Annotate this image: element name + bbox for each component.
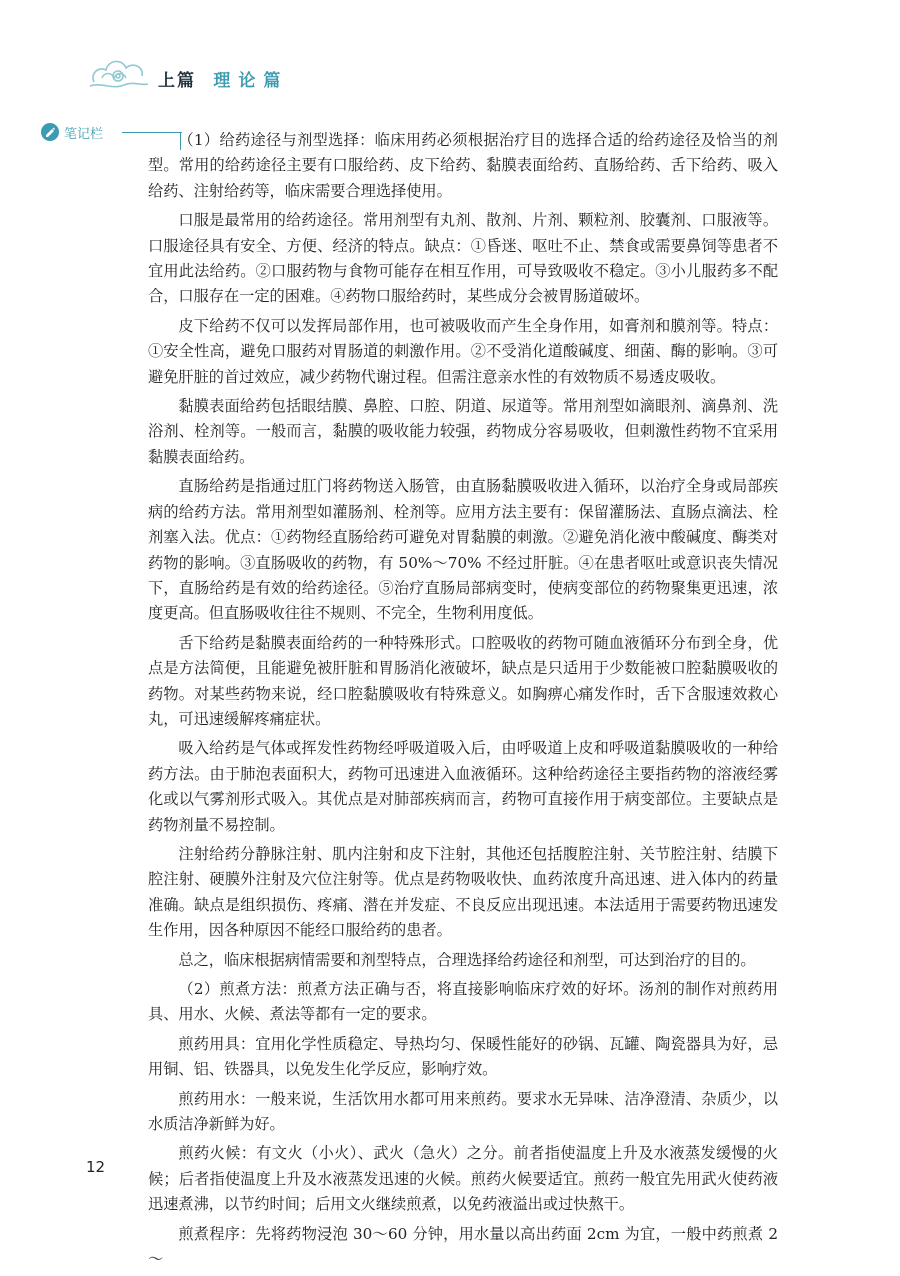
- paragraph: 黏膜表面给药包括眼结膜、鼻腔、口腔、阴道、尿道等。常用剂型如滴眼剂、滴鼻剂、洗浴剂、栓剂等。一般而言，黏膜的吸收能力较强，药物成分容易吸收，但刺激性药物不宜采用黏膜表面给药。: [148, 397, 778, 466]
- paragraph: 煎药用水：一般来说，生活饮用水都可用来煎药。要求水无异味、洁净澄清、杂质少，以水质洁净新鲜为好。: [148, 1089, 778, 1134]
- paragraph: 吸入给药是气体或挥发性药物经呼吸道吸入后，由呼吸道上皮和呼吸道黏膜吸收的一种给药方法。由于肺泡表面积大，药物可迅速进入血液循环。这种给药途径主要指药物的溶液经雾化或以气雾剂形式吸入。其优点是对肺部疾病而言，药物可直接作用于病变部位。主要缺点是药物剂量不易控制。: [148, 739, 778, 834]
- paragraph: 皮下给药不仅可以发挥局部作用，也可被吸收而产生全身作用，如膏剂和膜剂等。特点：①安全性高，避免口服药对胃肠道的刺激作用。②不受消化道酸碱度、细菌、酶的影响。③可避免肝脏的首过效应，减少药物代谢过程。但需注意亲水性的有效物质不易透皮吸收。: [148, 316, 778, 386]
- paragraph: 口服是最常用的给药途径。常用剂型有丸剂、散剂、片剂、颗粒剂、胶囊剂、口服液等。口服途径具有安全、方便、经济的特点。缺点：①昏迷、呕吐不止、禁食或需要鼻饲等患者不宜用此法给药。②口服药物与食物可能存在相互作用，可导致吸收不稳定。③小儿服药多不配合，口服存在一定的困难。④药物口服给药时，某些成分会被胃肠道破坏。: [148, 211, 778, 306]
- paragraph: 注射给药分静脉注射、肌内注射和皮下注射，其他还包括腹腔注射、关节腔注射、结膜下腔注射、硬膜外注射及穴位注射等。优点是药物吸收快、血药浓度升高迅速、进入体内的药量准确。缺点是组织损伤、疼痛、潜在并发症、不良反应出现迅速。本法适用于需要药物迅速发生作用，因各种原因不能经口服给药的患者。: [148, 844, 778, 940]
- notes-label: 笔记栏: [64, 127, 104, 142]
- paragraph: 煎药火候：有文火（小火）、武火（急火）之分。前者指使温度上升及水液蒸发缓慢的火候；后者指使温度上升及水液蒸发迅速的火候。煎药火候要适宜。煎药一般宜先用武火使药液迅速煮沸，以节约时间；后用文火继续煎煮，以免药液溢出或过快熬干。: [148, 1144, 778, 1214]
- main-content: [148, 128, 778, 1276]
- paragraph: 舌下给药是黏膜表面给药的一种特殊形式。口腔吸收的药物可随血液循环分布到全身，优点是方法简便，且能避免被肝脏和胃肠消化液破坏，缺点是只适用于少数能被口腔黏膜吸收的药物。对某些药物来说，经口腔黏膜吸收有特殊意义。如胸痹心痛发作时，舌下含服速效救心丸，可迅速缓解疼痛症状。: [148, 633, 778, 728]
- paragraph: （2）煎煮方法：煎煮方法正确与否，将直接影响临床疗效的好坏。汤剂的制作对煎药用具、用水、火候、煮法等都有一定的要求。: [148, 980, 778, 1024]
- header-section-name: 理论篇: [213, 71, 289, 91]
- paragraph: 煎药用具：宜用化学性质稳定、导热均匀、保暖性能好的砂锅、瓦罐、陶瓷器具为好，忌用铜、铝、铁器具，以免发生化学反应，影响疗效。: [148, 1034, 778, 1079]
- paragraph: 直肠给药是指通过肛门将药物送入肠管，由直肠黏膜吸收进入循环，以治疗全身或局部疾病的给药方法。常用剂型如灌肠剂、栓剂等。应用方法主要有：保留灌肠法、直肠点滴法、栓剂塞入法。优点：①药物经直肠给药可避免对胃黏膜的刺激。②避免消化液中酸碱度、酶类对药物的影响。③直肠吸收的药物，有 50%～70% 不经过肝脏。④在患者呕吐或意识丧失情况下，直肠给药是有效的给药途径。⑤治疗直肠局部病变时，使病变部位的药物聚集更迅速，浓度更高。但直肠吸收往往不规则、不完全，生物利用度低。: [148, 477, 778, 623]
- header-title: [158, 66, 288, 91]
- paragraph: （1）给药途径与剂型选择：临床用药必须根据治疗目的选择合适的给药途径及恰当的剂型。常用的给药途径主要有口服给药、皮下给药、黏膜表面给药、直肠给药、舌下给药、吸入给药、注射给药等，临床需要合理选择使用。: [148, 131, 778, 200]
- paragraph: 煎煮程序：先将药物浸泡 30～60 分钟，用水量以高出药面 2cm 为宜，一般中药煎煮 2～: [148, 1224, 778, 1269]
- pencil-note-icon: [40, 122, 60, 142]
- cloud-ornament-icon: [88, 52, 150, 92]
- paragraph: 总之，临床根据病情需要和剂型特点，合理选择给药途径和剂型，可达到治疗的目的。: [178, 950, 756, 969]
- header-part: 上篇: [158, 71, 196, 91]
- page-number: 12: [86, 1158, 106, 1176]
- page-header: [0, 0, 900, 110]
